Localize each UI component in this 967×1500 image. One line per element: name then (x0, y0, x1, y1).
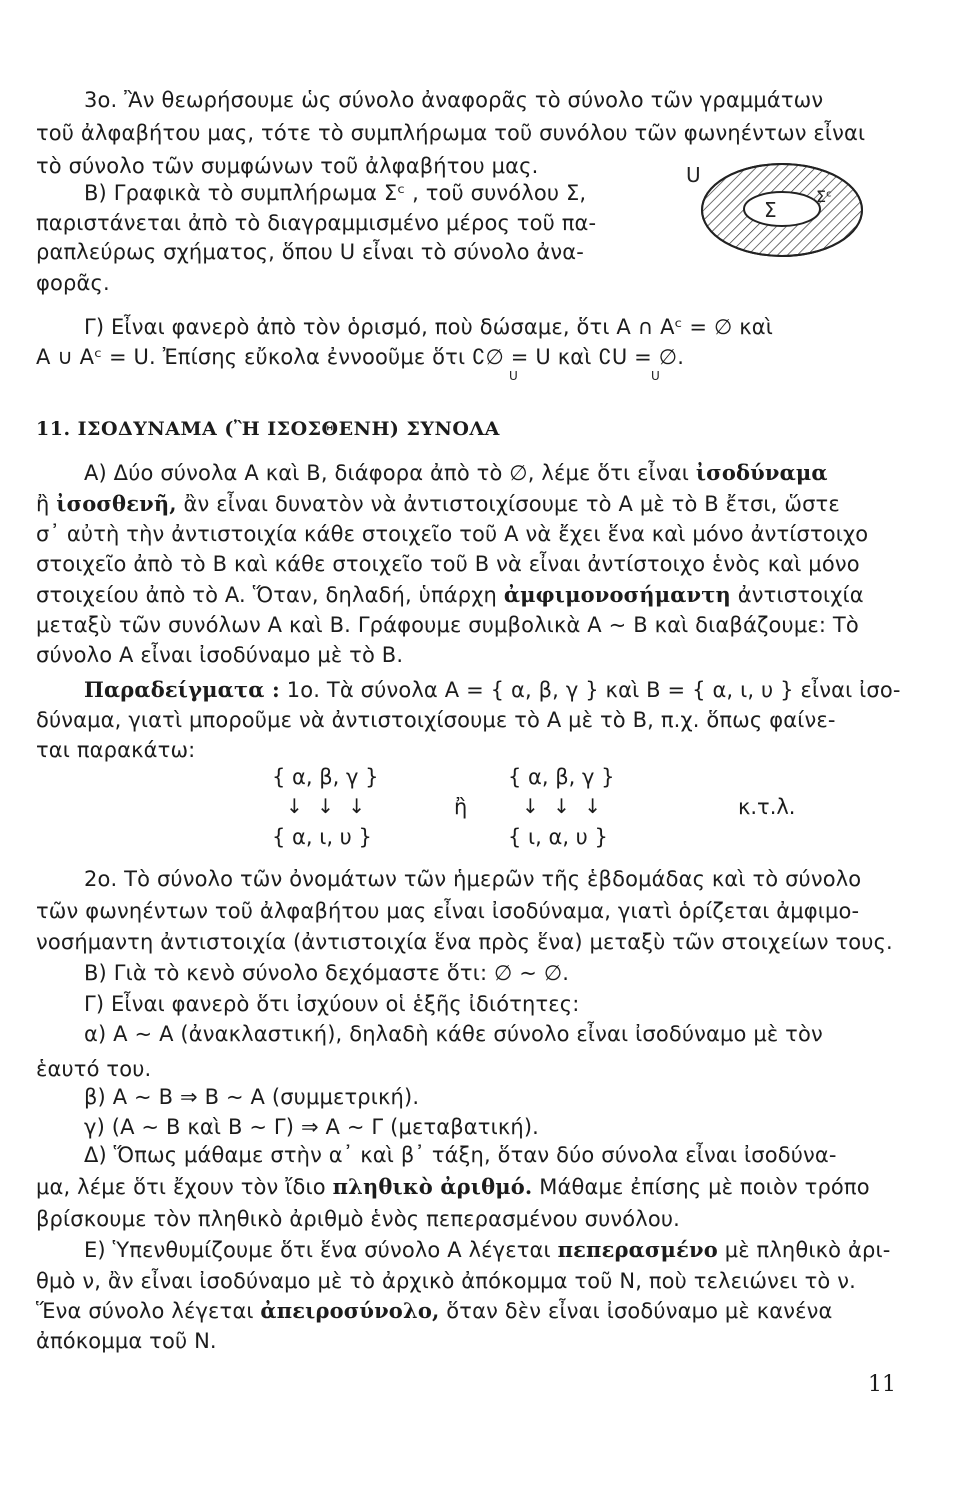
universe-label: U (686, 163, 701, 187)
text-span: 1ο. Τὰ σύνολα A = { α, β, γ } καὶ B = { α, ι, υ } εἶναι ἰσο- (279, 678, 901, 702)
text-line (36, 1172, 870, 1202)
text-span: ἀντιστοιχία (730, 583, 864, 607)
text-line: ἀπόκομμα τοῦ N. (36, 1329, 217, 1353)
set-ellipse (744, 192, 820, 226)
bold-term: πεπερασμένο (557, 1237, 718, 1262)
text-line (36, 1296, 833, 1326)
text-line: τῶν φωνηέντων τοῦ ἀλφαβήτου μας εἶναι ἰσοδύναμα, γιατὶ ὁρίζεται ἀμφιμο- (36, 899, 860, 923)
correspondence-arrows: ↓ ↓ ↓ (522, 794, 605, 818)
text-line: β) A ∼ B ⇒ B ∼ A (συμμετρική). (84, 1085, 420, 1109)
bold-term: ἀπειροσύνολο, (260, 1298, 440, 1323)
text-line (84, 675, 901, 705)
text-line (36, 580, 864, 610)
text-line: φορᾶς. (36, 271, 110, 295)
text-line (84, 458, 828, 488)
text-line: δύναμα, γιατὶ μποροῦμε νὰ ἀντιστοιχίσουμε τὸ A μὲ τὸ B, π.χ. ὅπως φαίνε- (36, 708, 836, 732)
set-label: Σ (764, 198, 777, 222)
text-line: ται παρακάτω: (36, 738, 196, 762)
text-line: 2ο. Τὸ σύνολο τῶν ὀνομάτων τῶν ἡμερῶν τῆς ἑβδομάδας καὶ τὸ σύνολο (84, 867, 862, 891)
text-line: σ᾽ αὐτὴ τὴν ἀντιστοιχία κάθε στοιχεῖο τοῦ A νὰ ἔχει ἕνα καὶ μόνο ἀντίστοιχο (36, 522, 869, 546)
correspondence-set-a: { α, β, γ } (272, 765, 379, 789)
text-line: θμὸ ν, ἂν εἶναι ἰσοδύναμο μὲ τὸ ἀρχικὸ ἀπόκομμα τοῦ N, ποὺ τελειώνει τὸ ν. (36, 1269, 856, 1293)
etc-text: κ.τ.λ. (738, 795, 796, 819)
complement-venn-diagram (684, 160, 884, 290)
correspondence-arrows: ↓ ↓ ↓ (286, 794, 369, 818)
page-number: 11 (868, 1372, 896, 1397)
bold-term: ἰσοδύναμα (695, 460, 828, 485)
subscript-u: U (651, 369, 660, 383)
text-line: τοῦ ἀλφαβήτου μας, τότε τὸ συμπλήρωμα τοῦ συνόλου τῶν φωνηέντων εἶναι (36, 121, 866, 145)
text-line (84, 1235, 890, 1265)
text-line: ἑαυτό του. (36, 1057, 152, 1081)
correspondence-set-a: { α, β, γ } (508, 765, 615, 789)
text-line: νοσήμαντη ἀντιστοιχία (ἀντιστοιχία ἕνα πρὸς ἕνα) μεταξὺ τῶν στοιχείων τους. (36, 930, 893, 954)
text-line: α) A ∼ A (ἀνακλαστική), δηλαδὴ κάθε σύνολο εἶναι ἰσοδύναμο μὲ τὸν (84, 1022, 823, 1046)
text-line: μεταξὺ τῶν συνόλων A καὶ B. Γράφουμε συμβολικὰ A ∼ B καὶ διαβάζουμε: Τὸ (36, 613, 859, 637)
text-span: μα, λέμε ὅτι ἔχουν τὸν ἴδιο (36, 1175, 333, 1199)
text-span: ὅταν δὲν εἶναι ἰσοδύναμο μὲ κανένα (439, 1299, 833, 1323)
text-line: Β) Γραφικὰ τὸ συμπλήρωμα Σᶜ , τοῦ συνόλου Σ, (84, 181, 587, 205)
bold-term: ἰσοσθενῆ, (56, 491, 177, 516)
text-line: Γ) Εἶναι φανερὸ ὅτι ἰσχύουν οἱ ἑξῆς ἰδιότητες: (84, 992, 580, 1016)
text-line: Δ) Ὅπως μάθαμε στὴν α᾽ καὶ β᾽ τάξη, ὅταν δύο σύνολα εἶναι ἰσοδύνα- (84, 1143, 837, 1167)
complement-label: Σᶜ (816, 187, 833, 206)
subscript-u: U (509, 369, 518, 383)
text-line: Γ) Εἶναι φανερὸ ἀπὸ τὸν ὁρισμό, ποὺ δώσαμε, ὅτι A ∩ Aᶜ = ∅ καὶ (84, 315, 773, 339)
text-span: ἂν εἶναι δυνατὸν νὰ ἀντιστοιχίσουμε τὸ A μὲ τὸ B ἔτσι, ὥστε (176, 492, 840, 516)
text-span: Ε) Ὑπενθυμίζουμε ὅτι ἕνα σύνολο A λέγεται (84, 1238, 558, 1262)
or-word: ἢ (454, 795, 468, 819)
text-line: στοιχεῖο ἀπὸ τὸ B καὶ κάθε στοιχεῖο τοῦ B νὰ εἶναι ἀντίστοιχο ἑνὸς καὶ μόνο (36, 552, 860, 576)
bold-term: Παραδείγματα : (84, 677, 280, 702)
text-line: παριστάνεται ἀπὸ τὸ διαγραμμισμένο μέρος τοῦ πα- (36, 211, 597, 235)
text-line: σύνολο A εἶναι ἰσοδύναμο μὲ τὸ B. (36, 643, 404, 667)
text-line: βρίσκουμε τὸν πληθικὸ ἀριθμὸ ἑνὸς πεπερασμένου συνόλου. (36, 1207, 680, 1231)
text-span: Α) Δύο σύνολα A καὶ B, διάφορα ἀπὸ τὸ ∅, λέμε ὅτι εἶναι (84, 461, 696, 485)
text-span: στοιχείου ἀπὸ τὸ A. Ὅταν, δηλαδή, ὑπάρχη (36, 583, 504, 607)
text-span: Ἕνα σύνολο λέγεται (36, 1299, 261, 1323)
bold-term: ἀμφιμονοσήμαντη (503, 582, 731, 607)
section-heading: 11. ΙΣΟΔΥΝΑΜΑ (Ἢ ΙΣΟΣΘΕΝΗ) ΣΥΝΟΛΑ (36, 418, 500, 440)
correspondence-set-b: { α, ι, υ } (272, 825, 372, 849)
text-span: ἢ (36, 492, 57, 516)
text-line: ραπλεύρως σχήματος, ὅπου U εἶναι τὸ σύνολο ἀνα- (36, 240, 585, 264)
correspondence-set-b: { ι, α, υ } (508, 825, 608, 849)
text-line: Β) Γιὰ τὸ κενὸ σύνολο δεχόμαστε ὅτι: ∅ ∼ ∅. (84, 961, 570, 985)
text-line (36, 489, 840, 519)
text-span: Μάθαμε ἐπίσης μὲ ποιὸν τρόπο (532, 1175, 870, 1199)
text-line: τὸ σύνολο τῶν συμφώνων τοῦ ἀλφαβήτου μας. (36, 154, 539, 178)
text-line: 3ο. Ἂν θεωρήσουμε ὡς σύνολο ἀναφορᾶς τὸ σύνολο τῶν γραμμάτων (84, 88, 824, 112)
bold-term: πληθικὸ ἀριθμό. (332, 1174, 533, 1199)
text-span: μὲ πληθικὸ ἀρι- (717, 1238, 891, 1262)
text-line: γ) (A ∼ B καὶ B ∼ Γ) ⇒ A ∼ Γ (μεταβατική). (84, 1115, 540, 1139)
text-line: A ∪ Aᶜ = U. Ἐπίσης εὔκολα ἐννοοῦμε ὅτι ∁∅ = U καὶ ∁U = ∅. (36, 345, 685, 369)
